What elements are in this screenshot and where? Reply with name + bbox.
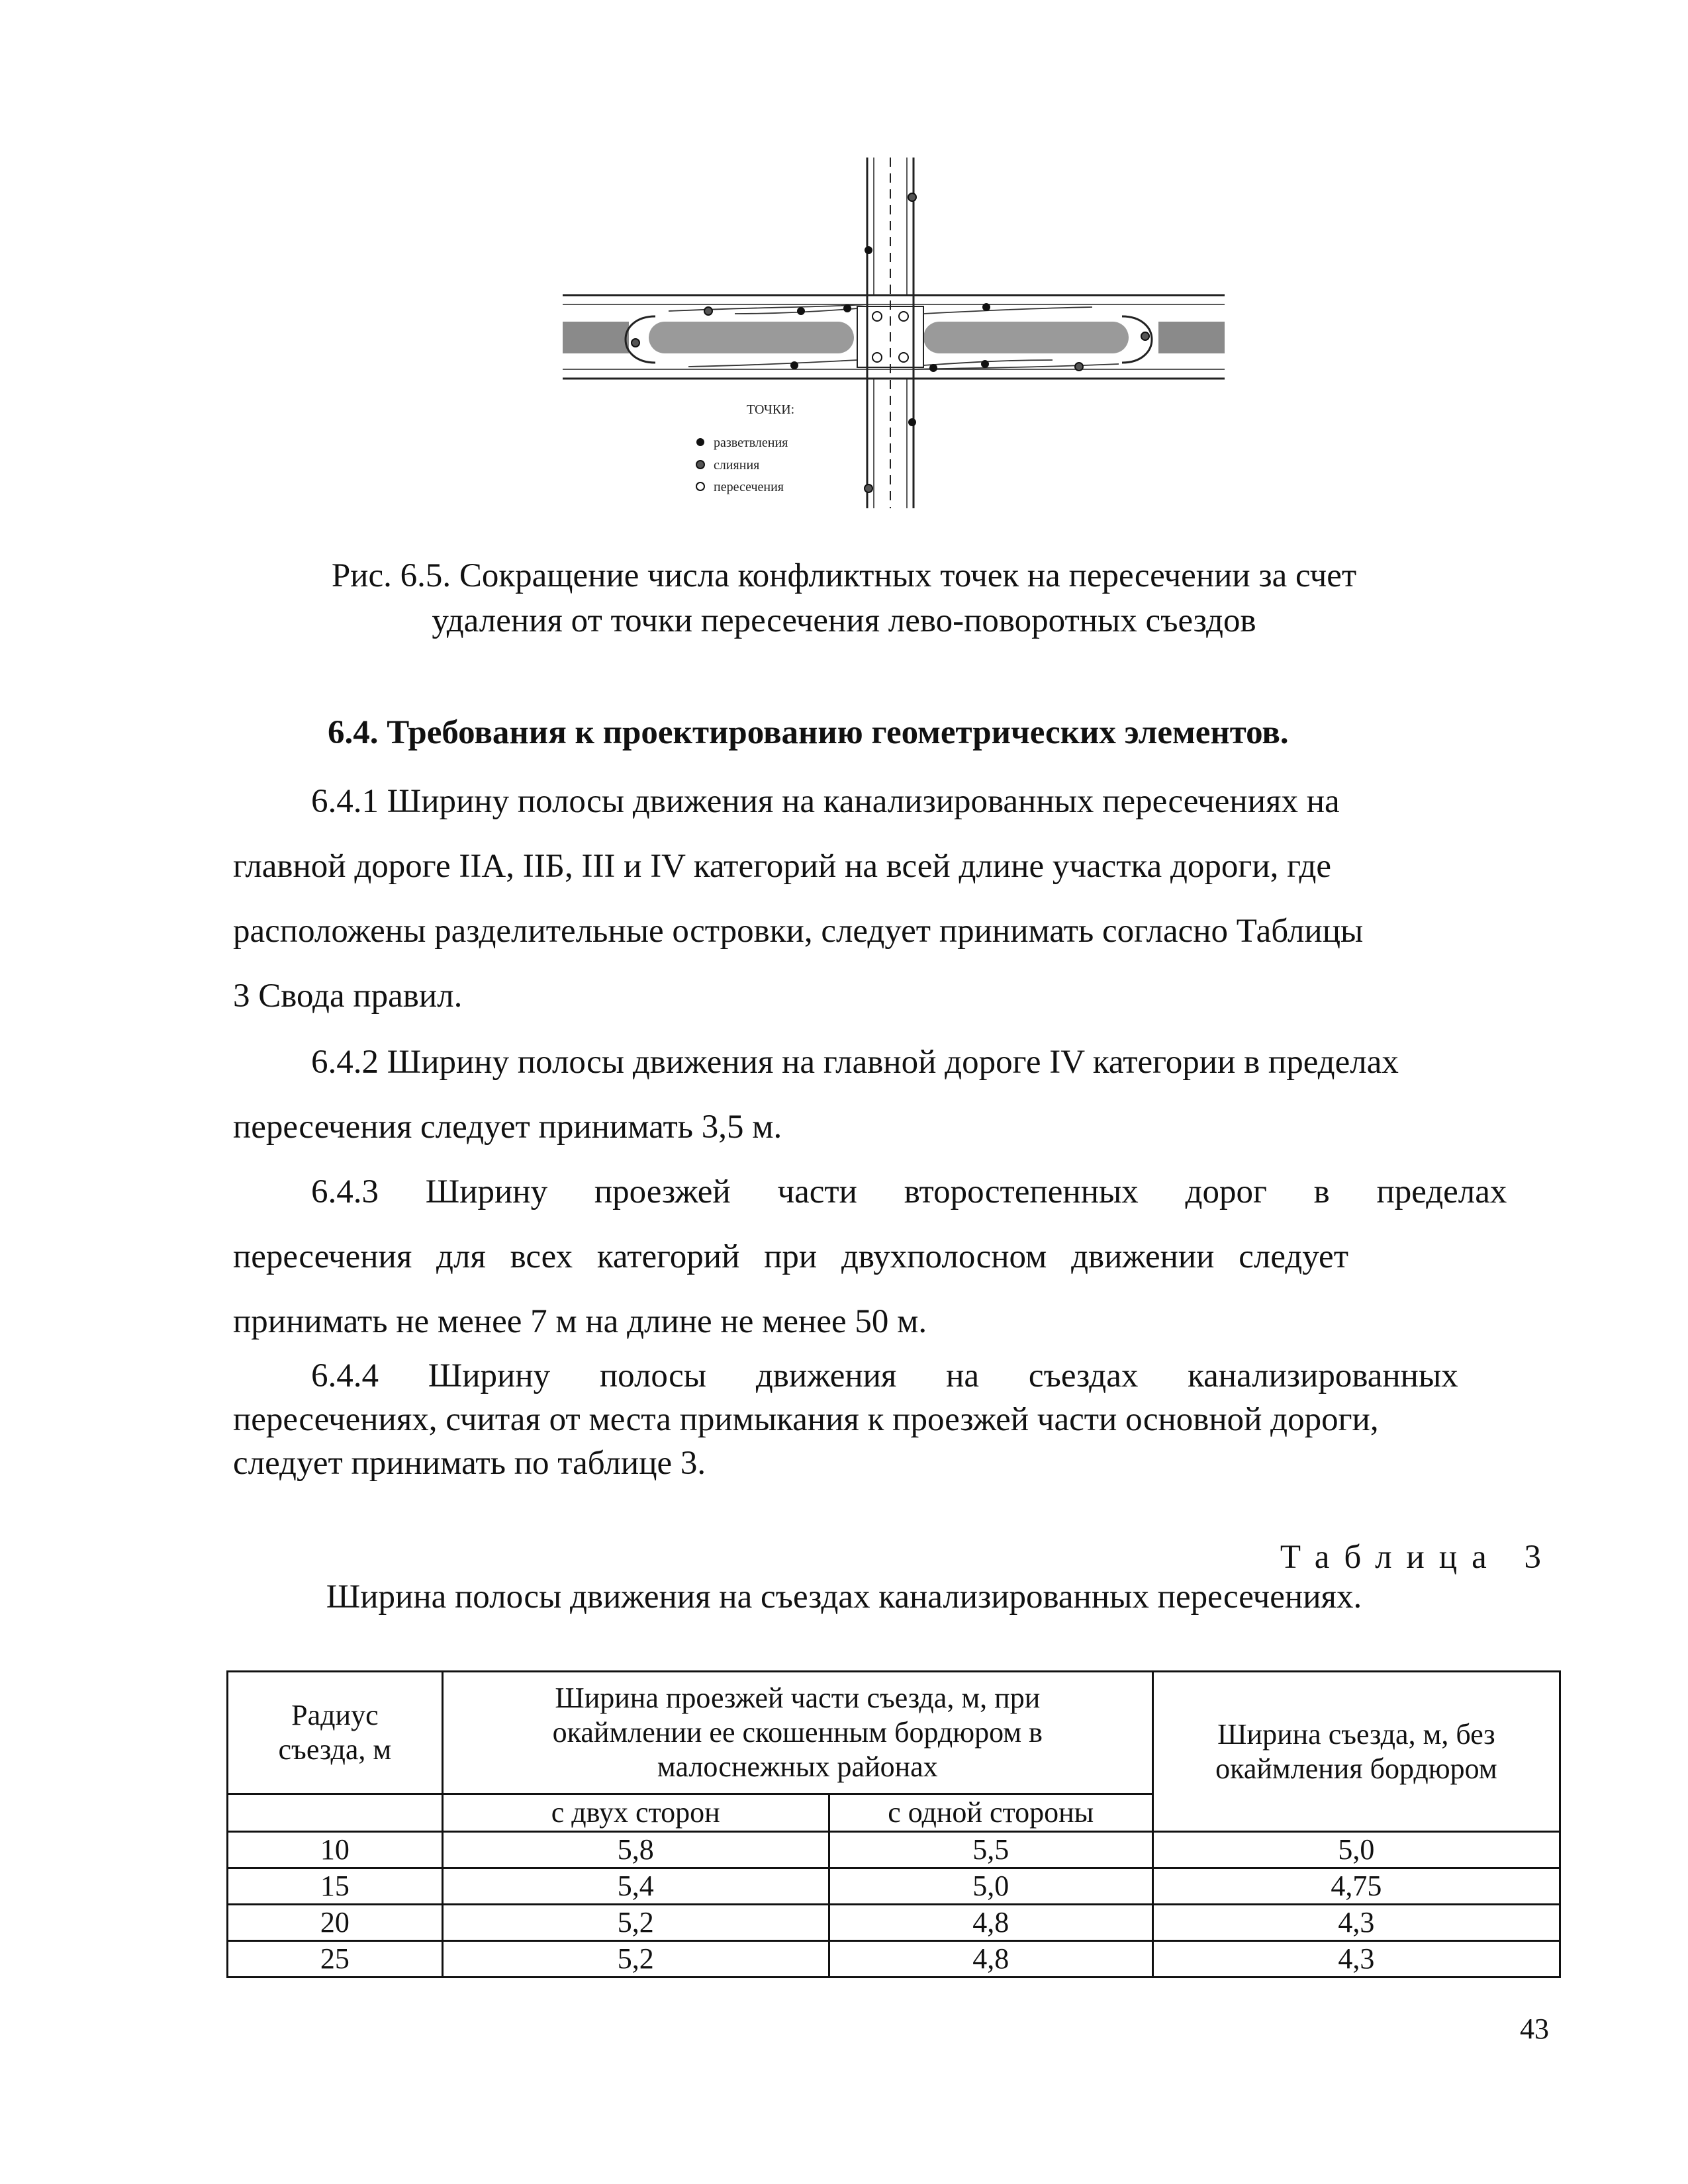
paragraph-6-4-1 xyxy=(233,769,1556,1028)
cell-one: 5,0 xyxy=(829,1868,1152,1905)
cell-one: 4,8 xyxy=(829,1941,1152,1978)
paragraph-6-4-2 xyxy=(233,1030,1556,1160)
header-empty-cell xyxy=(228,1794,443,1832)
text-line: 3 Свода правил. xyxy=(233,978,463,1015)
vertical-road xyxy=(867,158,914,508)
header-width-group: Ширина проезжей части съезда, м, при окаймлении ее скошенным бордюром в малоснежных районах xyxy=(442,1672,1152,1794)
header-no-curb: Ширина съезда, м, без окаймления бордюром xyxy=(1152,1672,1560,1832)
paragraph-6-4-4 xyxy=(233,1354,1556,1485)
median-left xyxy=(649,322,854,353)
cell-no-curb: 4,3 xyxy=(1152,1905,1560,1941)
legend-marker-half xyxy=(696,461,704,469)
header-radius: Радиус съезда, м xyxy=(228,1672,443,1794)
median-left-end xyxy=(563,322,629,353)
figure-caption-line-1: Рис. 6.5. Сокращение числа конфликтных точек на пересечении за счет xyxy=(331,557,1357,594)
text-line-content: 6.4.1 Ширину полосы движения на канализированных пересечениях на xyxy=(311,783,1340,820)
paragraph-6-4-3 xyxy=(233,1160,1556,1354)
intersection-diagram xyxy=(563,158,1225,508)
text-line: пересечения следует принимать 3,5 м. xyxy=(233,1109,782,1146)
figure-caption-line-2: удаления от точки пересечения лево-поворотных съездов xyxy=(432,602,1256,639)
legend-label-branching: разветвления xyxy=(714,435,788,450)
legend-label-crossing: пересечения xyxy=(714,480,784,494)
table-header-row xyxy=(228,1672,1560,1794)
cell-one: 4,8 xyxy=(829,1905,1152,1941)
cell-both: 5,4 xyxy=(442,1868,829,1905)
page-number: 43 xyxy=(1520,2013,1549,2045)
header-both-sides: с двух сторон xyxy=(442,1794,829,1832)
text-line: следует принимать по таблице 3. xyxy=(233,1445,706,1482)
cell-no-curb: 5,0 xyxy=(1152,1832,1560,1868)
cell-both: 5,2 xyxy=(442,1905,829,1941)
table-row xyxy=(228,1832,1560,1868)
text-line: 6.4.2 Ширину полосы движения на главной дороге IV категории в пределах xyxy=(311,1044,1399,1081)
section-heading: 6.4. Требования к проектированию геометрических элементов. xyxy=(328,714,1289,751)
cell-radius: 10 xyxy=(228,1832,443,1868)
legend-label-merging: слияния xyxy=(714,458,760,473)
table-title: Ширина полосы движения на съездах канализированных пересечениях. xyxy=(326,1578,1362,1615)
cell-radius: 20 xyxy=(228,1905,443,1941)
text-line: главной дороге IIА, IIБ, III и IV категорий на всей длине участка дороги, где xyxy=(233,848,1332,885)
cell-radius: 15 xyxy=(228,1868,443,1905)
legend-title: ТОЧКИ: xyxy=(747,402,795,417)
median-right-end xyxy=(1158,322,1225,353)
text-line: 6.4.3 Ширину проезжей части второстепенных дорог в пределах xyxy=(311,1173,1507,1210)
header-one-side: с одной стороны xyxy=(829,1794,1152,1832)
legend-marker-open xyxy=(696,482,704,490)
table-row xyxy=(228,1905,1560,1941)
text-line: принимать не менее 7 м на длине не менее 50 м. xyxy=(233,1303,927,1340)
table-row xyxy=(228,1941,1560,1978)
table-label: Таблица 3 xyxy=(1280,1539,1556,1576)
cell-one: 5,5 xyxy=(829,1832,1152,1868)
cell-both: 5,2 xyxy=(442,1941,829,1978)
intersection-figure xyxy=(563,158,1225,508)
cell-no-curb: 4,75 xyxy=(1152,1868,1560,1905)
median-right xyxy=(923,322,1129,353)
cell-radius: 25 xyxy=(228,1941,443,1978)
table-row xyxy=(228,1868,1560,1905)
text-line: пересечениях, считая от места примыкания к проезжей части основной дороги, xyxy=(233,1401,1379,1438)
text-line xyxy=(233,769,1556,834)
cell-both: 5,8 xyxy=(442,1832,829,1868)
lane-width-table xyxy=(226,1670,1561,1978)
text-line: 6.4.4 Ширину полосы движения на съездах канализированных xyxy=(311,1357,1458,1394)
text-line: расположены разделительные островки, следует принимать согласно Таблицы xyxy=(233,913,1364,950)
figure-legend xyxy=(696,402,794,494)
text-line: пересечения для всех категорий при двухполосном движении следует xyxy=(233,1238,1348,1275)
cell-no-curb: 4,3 xyxy=(1152,1941,1560,1978)
legend-marker-filled xyxy=(696,438,704,446)
